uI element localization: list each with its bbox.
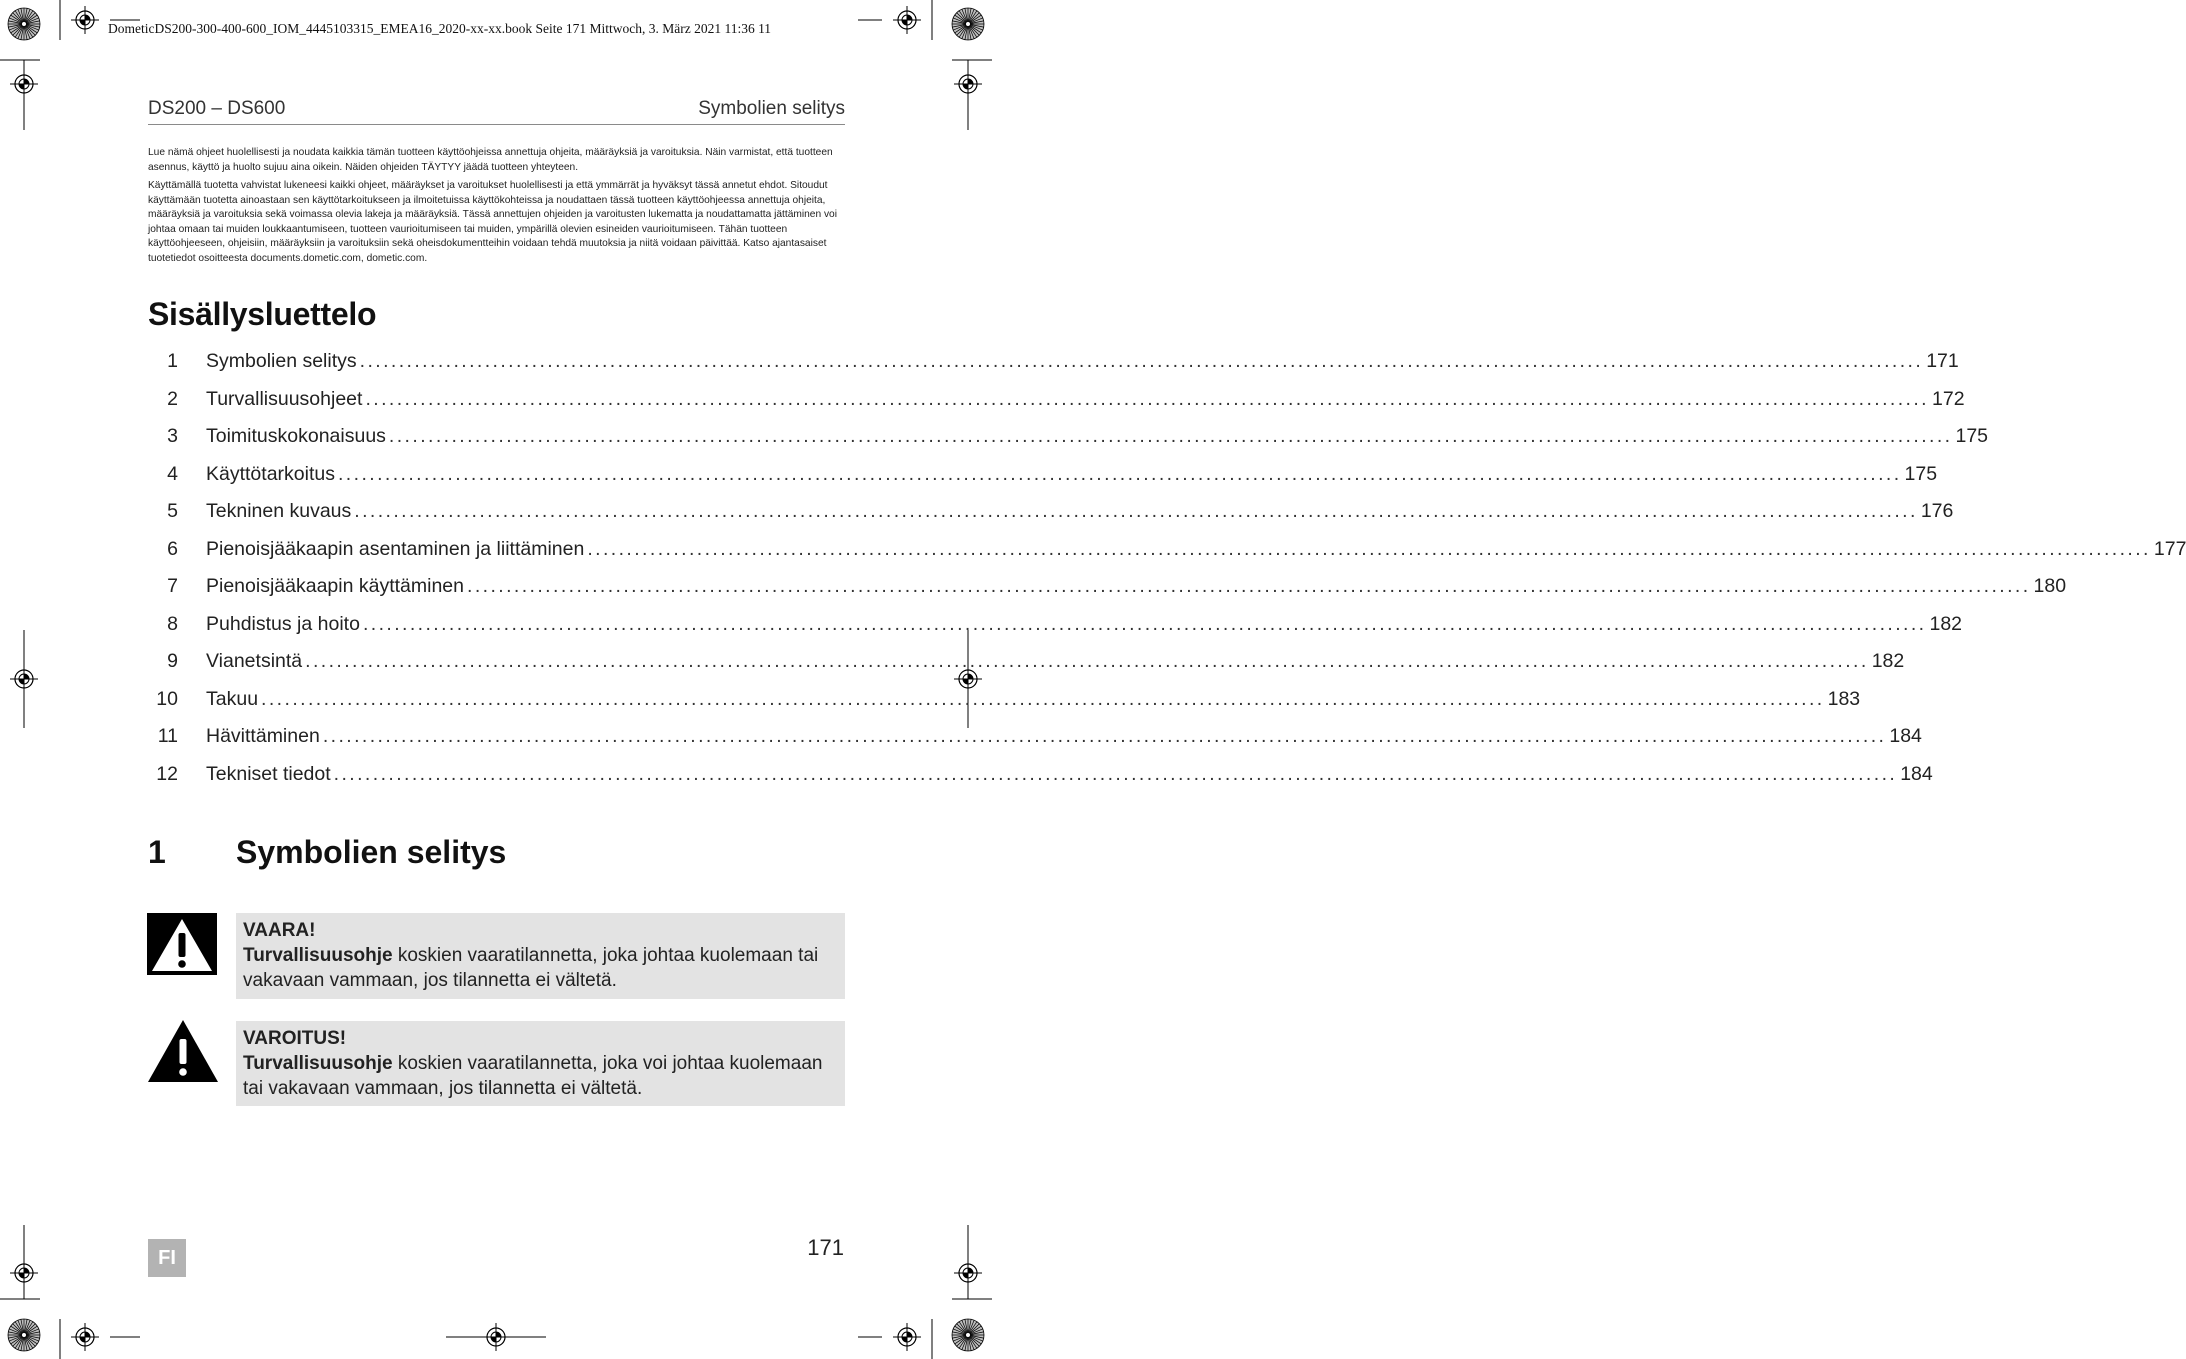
toc-entry-title: Pienoisjääkaapin käyttäminen bbox=[206, 575, 464, 597]
toc-entry-page: 180 bbox=[2033, 575, 2067, 597]
toc-entry-page: 172 bbox=[1932, 387, 1965, 410]
toc-entry-title: Käyttötarkoitus bbox=[206, 462, 335, 485]
running-head-product: DS200 – DS600 bbox=[148, 98, 286, 119]
danger-notice-text: koskien vaaratilannetta, joka johtaa kuolemaan tai vakavaan vammaan, jos tilannetta ei vältetä. bbox=[243, 945, 819, 991]
toc-entry-title: Turvallisuusohjeet bbox=[206, 387, 363, 410]
toc-entry[interactable] bbox=[148, 461, 1938, 499]
toc-entry-title: Vianetsintä bbox=[206, 650, 303, 672]
toc-leader-dots: ........................................................................................................................................................................................................ bbox=[322, 725, 1887, 747]
toc-entry-title: Symbolien selitys bbox=[206, 350, 357, 372]
running-head-section: Symbolien selitys bbox=[698, 98, 845, 119]
toc-entry-number: 4 bbox=[167, 462, 178, 485]
toc-leader-dots: ........................................................................................................................................................................................................ bbox=[388, 425, 1953, 447]
running-head bbox=[148, 98, 845, 125]
warning-notice-heading: VAROITUS! bbox=[243, 1028, 347, 1049]
warning-notice-text: koskien vaaratilannetta, joka voi johtaa kuolemaan tai vakavaan vammaan, jos tilannetta ei vältetä. bbox=[243, 1053, 823, 1099]
toc-entry-number: 1 bbox=[167, 350, 178, 372]
toc-entry-number: 10 bbox=[156, 687, 178, 710]
toc-entry-number: 5 bbox=[167, 500, 178, 522]
toc-leader-dots: ........................................................................................................................................................................................................ bbox=[354, 500, 1918, 522]
toc-entry-number: 12 bbox=[156, 762, 178, 785]
danger-notice bbox=[236, 913, 845, 999]
toc-entry-number: 7 bbox=[167, 575, 178, 597]
language-tab: FI bbox=[148, 1239, 186, 1277]
toc-entry-title: Toimituskokonaisuus bbox=[206, 425, 386, 447]
toc-leader-dots: ........................................................................................................................................................................................................ bbox=[305, 650, 1869, 672]
toc-entry-number: 11 bbox=[157, 725, 178, 747]
toc-entry-page: 182 bbox=[1929, 612, 1963, 635]
toc-entry-number: 9 bbox=[167, 650, 178, 672]
table-of-contents bbox=[148, 348, 2186, 798]
intro-paragraph-2: Käyttämällä tuotetta vahvistat lukeneesi kaikki ohjeet, määräykset ja varoitukset huolellisesti ja että ymmärrät ja hyväksyt tässä annetut ehdot. Sitoudut käyttämään tuotetta ainoastaan sen käyttötarkoitukseen ja ilmoitetuissa käyttökohteissa ja noudattaen tässä tuotteen käyttöohjeessa annettuja ohjeita, määräyksiä ja varoituksia sekä voimassa olevia lakeja ja määräyksiä. Tässä annettujen ohjeiden ja varoitusten lukematta ja noudattamatta jättäminen voi johtaa omaan tai muiden loukkaantumiseen, tuotteen vaurioitumiseen tai muiden, ympärillä olevien esineiden vaurioitumiseen. Tähän tuotteen käyttöohjeeseen, ohjeisiin, määräyksiin ja varoituksiin sekä oheisdokumentteihin voidaan tehdä muutoksia ja niitä voidaan päivittää. Katso ajantasaiset tuotetiedot osoitteesta documents.dometic.com, dometic.com. bbox=[148, 180, 837, 264]
toc-entry-page: 184 bbox=[1900, 762, 1933, 785]
warning-triangle-icon bbox=[147, 1019, 219, 1083]
toc-entry[interactable] bbox=[148, 573, 2067, 611]
toc-entry-number: 6 bbox=[167, 537, 178, 560]
toc-leader-dots: ........................................................................................................................................................................................................ bbox=[365, 387, 1929, 410]
toc-leader-dots: ........................................................................................................................................................................................................ bbox=[359, 350, 1924, 372]
toc-heading: Sisällysluettelo bbox=[148, 296, 377, 332]
chapter-title: Symbolien selitys bbox=[236, 834, 507, 870]
toc-entry-title: Puhdistus ja hoito bbox=[206, 612, 360, 635]
chapter-number: 1 bbox=[148, 834, 166, 870]
toc-leader-dots: ........................................................................................................................................................................................................ bbox=[587, 537, 2151, 560]
intro-paragraph-1: Lue nämä ohjeet huolellisesti ja noudata kaikkia tämän tuotteen käyttöohjeissa annettuja ohjeita, määräyksiä ja varoituksia. Näin varmistat, että tuotteen asennus, käyttö ja huolto sujuu aina oikein. Näiden ohjeiden TÄYTYY jäädä tuotteen yhteyteen. bbox=[148, 147, 833, 173]
toc-entry-title: Pienoisjääkaapin asentaminen ja liittäminen bbox=[206, 537, 585, 560]
toc-entry-page: 171 bbox=[1926, 350, 1959, 372]
danger-warning-icon bbox=[147, 913, 217, 975]
toc-entry-title: Takuu bbox=[206, 687, 259, 710]
toc-entry[interactable] bbox=[148, 761, 1933, 799]
toc-entry-page: 176 bbox=[1920, 500, 1954, 522]
toc-entry-title: Hävittäminen bbox=[206, 725, 320, 747]
toc-entry-page: 184 bbox=[1889, 725, 1922, 747]
toc-leader-dots: ........................................................................................................................................................................................................ bbox=[333, 762, 1898, 785]
toc-entry-number: 8 bbox=[167, 612, 178, 635]
toc-leader-dots: ........................................................................................................................................................................................................ bbox=[362, 612, 1927, 635]
toc-entry-page: 175 bbox=[1904, 462, 1938, 485]
toc-entry-title: Tekninen kuvaus bbox=[206, 500, 352, 522]
toc-entry[interactable] bbox=[148, 498, 1954, 536]
toc-entry[interactable] bbox=[148, 536, 2186, 574]
toc-entry[interactable] bbox=[148, 348, 1959, 386]
toc-leader-dots: ........................................................................................................................................................................................................ bbox=[467, 575, 2031, 597]
toc-entry-title: Tekniset tiedot bbox=[206, 762, 331, 785]
print-slug: DometicDS200-300-400-600_IOM_4445103315_EMEA16_2020-xx-xx.book Seite 171 Mittwoch, 3. März 2021 11:36 11 bbox=[108, 21, 772, 36]
toc-entry[interactable] bbox=[148, 611, 1963, 649]
toc-entry-number: 2 bbox=[167, 387, 178, 410]
warning-notice bbox=[236, 1021, 845, 1106]
toc-entry-page: 182 bbox=[1871, 650, 1905, 672]
toc-entry-page: 177 bbox=[2153, 537, 2186, 560]
toc-entry[interactable] bbox=[148, 386, 1965, 424]
toc-leader-dots: ........................................................................................................................................................................................................ bbox=[337, 462, 1902, 485]
toc-entry[interactable] bbox=[148, 723, 1922, 761]
toc-entry[interactable] bbox=[148, 423, 1989, 461]
toc-entry[interactable] bbox=[148, 686, 1861, 724]
toc-entry-number: 3 bbox=[167, 425, 178, 447]
danger-notice-lead: Turvallisuusohje bbox=[243, 945, 393, 966]
page-number: 171 bbox=[807, 1235, 844, 1260]
toc-entry-page: 183 bbox=[1827, 687, 1861, 710]
toc-entry[interactable] bbox=[148, 648, 1905, 686]
toc-entry-page: 175 bbox=[1955, 425, 1989, 447]
danger-notice-heading: VAARA! bbox=[243, 920, 316, 941]
warning-notice-lead: Turvallisuusohje bbox=[243, 1053, 393, 1074]
toc-leader-dots: ........................................................................................................................................................................................................ bbox=[261, 687, 1825, 710]
